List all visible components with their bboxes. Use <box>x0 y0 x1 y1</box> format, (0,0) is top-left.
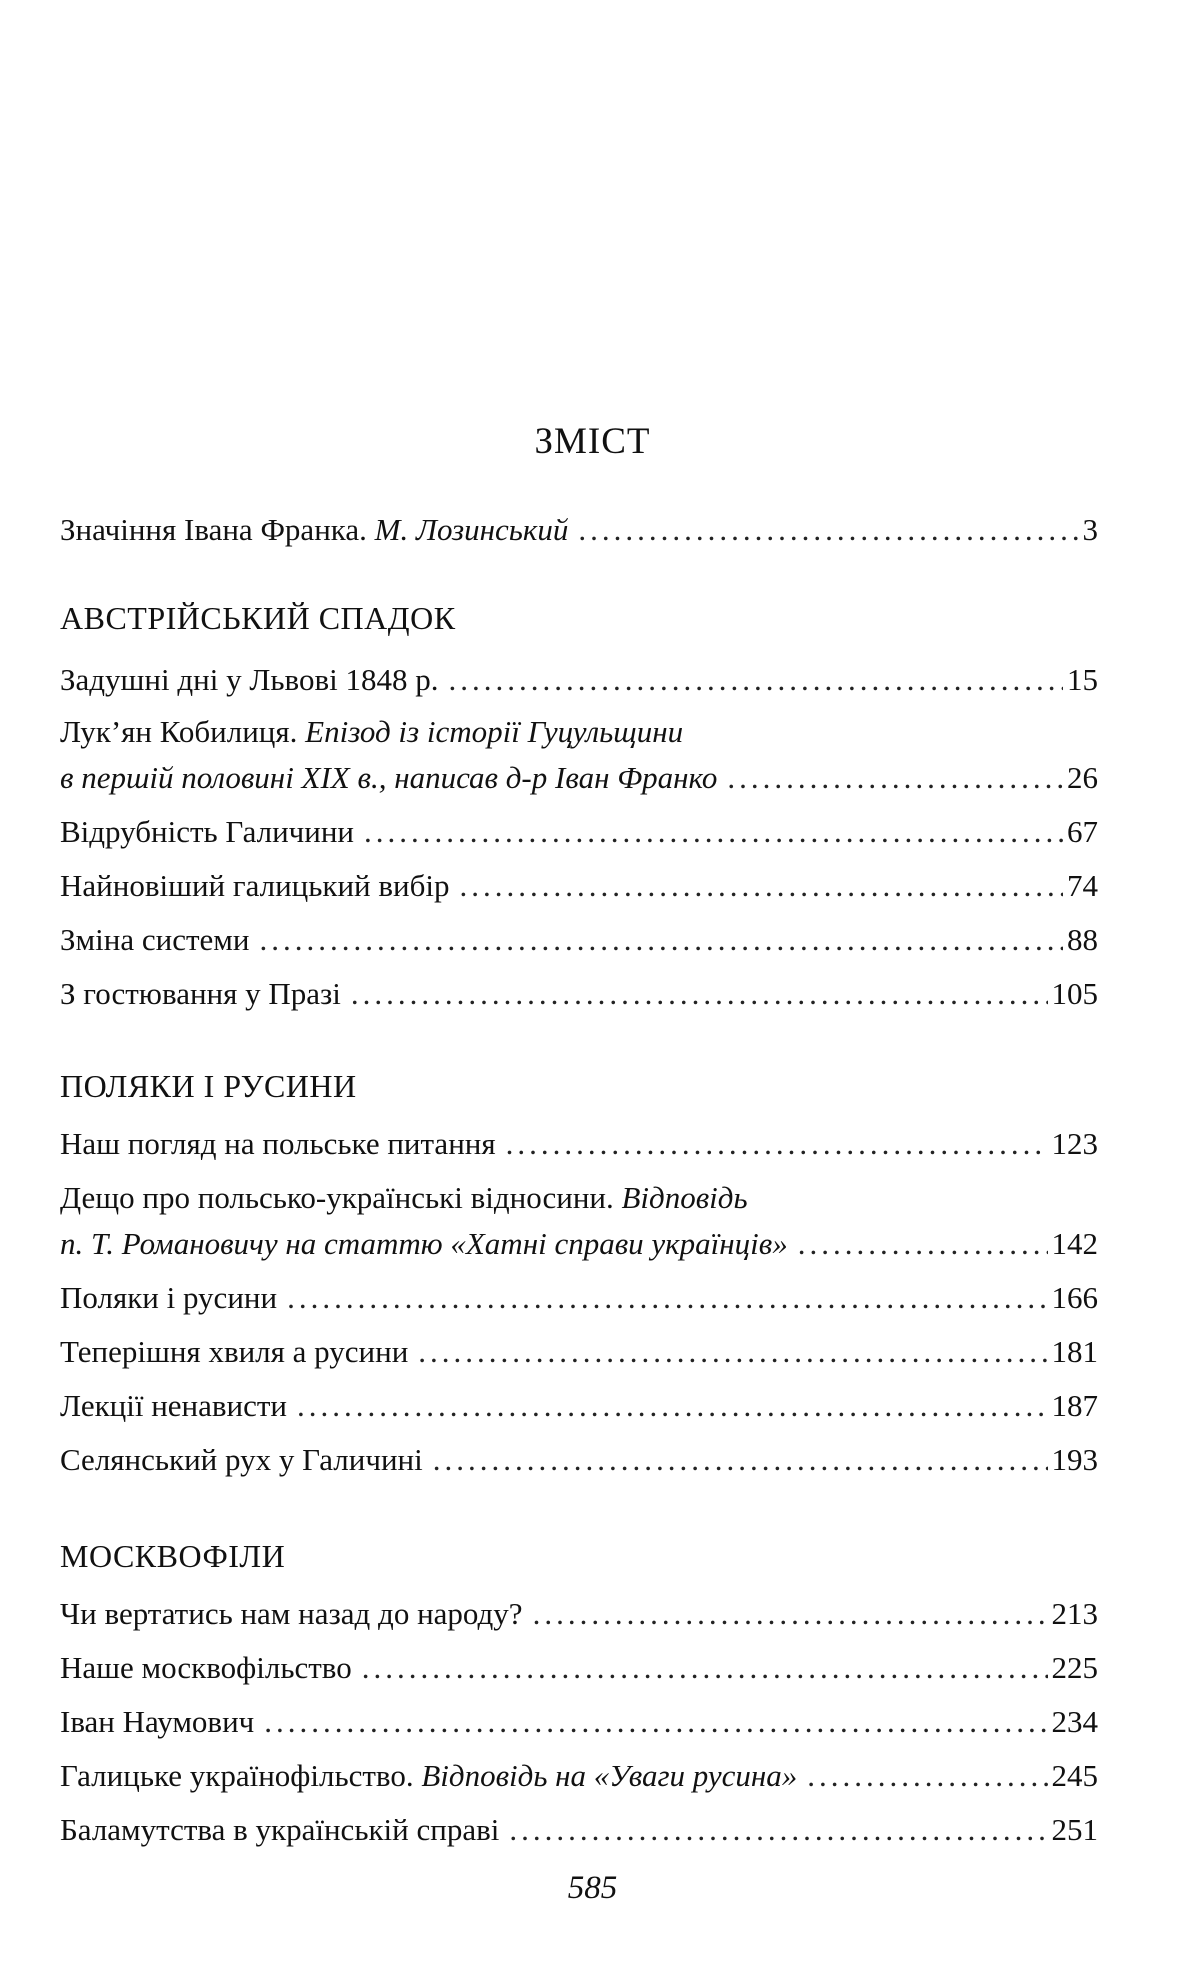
toc-entry[interactable] <box>60 920 1098 960</box>
leader-dots <box>798 1224 1048 1264</box>
toc-entry[interactable] <box>60 1594 1098 1634</box>
section-heading: ПОЛЯКИ І РУСИНИ <box>60 1068 357 1104</box>
entry-title: Чи вертатись нам назад до народу? <box>60 1596 523 1631</box>
leader-dots <box>362 1648 1048 1688</box>
entry-subtitle: в першій половині XIX в., написав д-р Іван Франко <box>60 760 718 795</box>
leader-dots <box>460 866 1063 906</box>
leader-dots <box>351 974 1048 1014</box>
entry-title: Іван Наумович <box>60 1704 255 1739</box>
leader-dots <box>433 1440 1048 1480</box>
entry-title: Селянський рух у Галичині <box>60 1442 423 1477</box>
page-number: 213 <box>1051 1596 1098 1631</box>
page-number: 26 <box>1067 760 1098 795</box>
toc-entry[interactable] <box>60 1178 1098 1264</box>
page-number: 123 <box>1051 1126 1098 1161</box>
entry-title: Теперішня хвиля а русини <box>60 1334 409 1369</box>
entry-title: Галицьке українофільство. Відповідь на «Уваги русина» <box>60 1758 798 1793</box>
section-heading: АВСТРІЙСЬКИЙ СПАДОК <box>60 600 456 636</box>
entry-title: Зміна системи <box>60 922 250 957</box>
page-number: 166 <box>1051 1280 1098 1315</box>
toc-entry[interactable] <box>60 1278 1098 1318</box>
leader-dots <box>264 1702 1047 1742</box>
leader-dots <box>533 1594 1048 1634</box>
toc-entry[interactable] <box>60 510 1098 550</box>
page-number: 88 <box>1067 922 1098 957</box>
page-number: 181 <box>1051 1334 1098 1369</box>
page-number: 225 <box>1051 1650 1098 1685</box>
page-number: 105 <box>1051 976 1098 1011</box>
toc-entry[interactable] <box>60 1702 1098 1742</box>
page-number: 74 <box>1067 868 1098 903</box>
toc-entry[interactable] <box>60 812 1098 852</box>
toc-entry[interactable] <box>60 866 1098 906</box>
page-number: 245 <box>1051 1758 1098 1793</box>
toc-entry[interactable] <box>60 1810 1098 1850</box>
leader-dots <box>364 812 1063 852</box>
entry-title: Поляки і русини <box>60 1280 278 1315</box>
entry-title: Найновіший галицький вибір <box>60 868 450 903</box>
section-heading: МОСКВОФІЛИ <box>60 1538 286 1574</box>
page-number-footer: 585 <box>567 1870 618 1906</box>
page-number: 3 <box>1082 512 1098 547</box>
toc-entry[interactable] <box>60 1124 1098 1164</box>
page-number: 142 <box>1051 1226 1098 1261</box>
leader-dots <box>448 660 1063 700</box>
leader-dots <box>506 1124 1048 1164</box>
page-number: 67 <box>1067 814 1098 849</box>
page-number: 251 <box>1051 1812 1098 1847</box>
entry-title: З гостювання у Празі <box>60 976 341 1011</box>
toc-entry[interactable] <box>60 974 1098 1014</box>
entry-title: Наше москвофільство <box>60 1650 352 1685</box>
toc-entry[interactable] <box>60 1440 1098 1480</box>
entry-title: Наш погляд на польське питання <box>60 1126 496 1161</box>
leader-dots <box>418 1332 1047 1372</box>
page-number: 234 <box>1051 1704 1098 1739</box>
leader-dots <box>259 920 1063 960</box>
leader-dots <box>509 1810 1047 1850</box>
toc-entry[interactable] <box>60 1756 1098 1796</box>
leader-dots <box>287 1278 1047 1318</box>
toc-entry[interactable] <box>60 1648 1098 1688</box>
page-number: 15 <box>1067 662 1098 697</box>
page-title: ЗМІСТ <box>534 421 651 462</box>
entry-subtitle: п. Т. Романовичу на статтю «Хатні справи українців» <box>60 1226 788 1261</box>
toc-entry[interactable] <box>60 660 1098 700</box>
entry-title: Лук’ян Кобилиця. Епізод із історії Гуцульщини <box>60 714 684 749</box>
entry-title: Задушні дні у Львові 1848 р. <box>60 662 439 697</box>
entry-title: Значіння Івана Франка. М. Лозинський <box>60 512 569 547</box>
toc-entry[interactable] <box>60 1386 1098 1426</box>
toc-entry[interactable] <box>60 1332 1098 1372</box>
leader-dots <box>297 1386 1047 1426</box>
leader-dots <box>727 758 1063 798</box>
leader-dots <box>807 1756 1047 1796</box>
page-number: 187 <box>1051 1388 1098 1423</box>
toc-entry[interactable] <box>60 712 1098 798</box>
entry-title: Баламутства в українській справі <box>60 1812 500 1847</box>
entry-title: Відрубність Галичини <box>60 814 355 849</box>
entry-title: Лекції ненависти <box>60 1388 288 1423</box>
page-number: 193 <box>1051 1442 1098 1477</box>
leader-dots <box>578 510 1078 550</box>
entry-title: Дещо про польсько-українські відносини. Відповідь <box>60 1180 748 1215</box>
